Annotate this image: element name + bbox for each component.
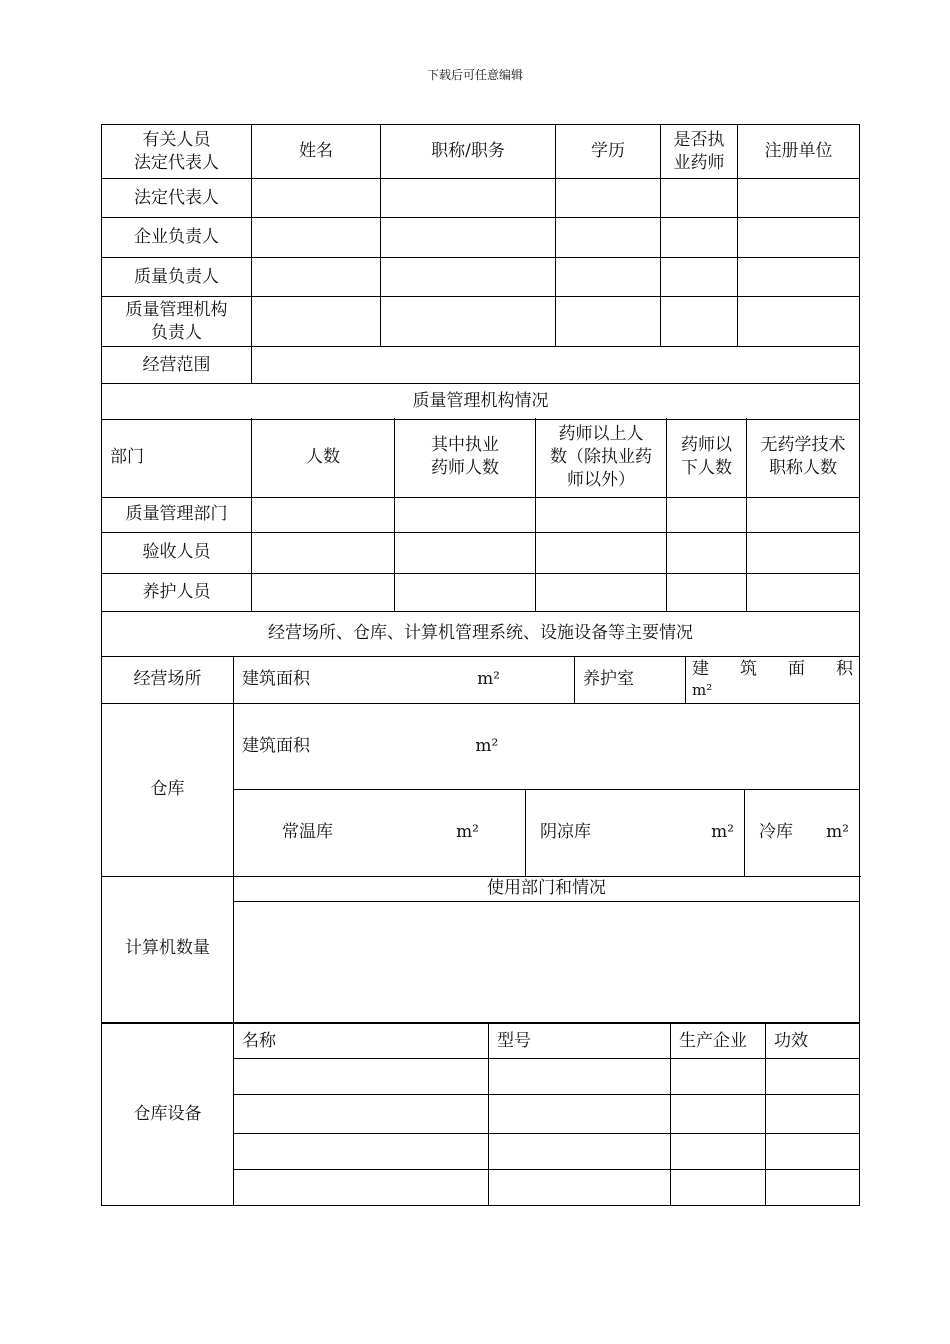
cell-empty[interactable] — [234, 1134, 489, 1170]
row-label: 企业负责人 — [102, 218, 252, 258]
usage-value[interactable] — [234, 901, 860, 1022]
facilities-title: 经营场所、仓库、计算机管理系统、设施设备等主要情况 — [102, 611, 860, 656]
header-title: 职称/职务 — [381, 125, 556, 179]
cell-empty[interactable] — [489, 1170, 671, 1206]
quality-org-title-row — [102, 384, 860, 420]
warehouse-area-row — [102, 703, 860, 789]
header-count: 人数 — [252, 418, 395, 497]
header-model: 型号 — [489, 1024, 671, 1059]
quality-org-title: 质量管理机构情况 — [102, 384, 860, 420]
cell-empty[interactable] — [556, 218, 661, 258]
header-licensed: 是否执 业药师 — [661, 125, 738, 179]
row-label: 验收人员 — [102, 532, 252, 573]
cell-empty[interactable] — [234, 1059, 489, 1095]
cell-empty[interactable] — [489, 1059, 671, 1095]
site-row — [102, 656, 860, 703]
cell-empty[interactable] — [738, 297, 860, 347]
cell-empty[interactable] — [395, 497, 536, 532]
cell-empty[interactable] — [556, 297, 661, 347]
quality-org-table — [101, 418, 860, 657]
cell-empty[interactable] — [234, 1095, 489, 1134]
warehouse-area[interactable] — [234, 703, 860, 789]
cell-empty[interactable] — [252, 573, 395, 611]
cell-empty[interactable] — [661, 179, 738, 218]
cool-warehouse[interactable]: 阴凉库 m² — [526, 790, 745, 876]
personnel-header-row — [102, 125, 860, 179]
cell-empty[interactable] — [667, 497, 747, 532]
cell-empty[interactable] — [556, 179, 661, 218]
header-no-title: 无药学技术 职称人数 — [747, 418, 860, 497]
warehouse-types — [234, 789, 860, 876]
area-label: 建筑面积 — [242, 735, 310, 756]
table-row — [102, 258, 860, 297]
cell-empty[interactable] — [252, 218, 381, 258]
header-manufacturer: 生产企业 — [671, 1024, 766, 1059]
header-registered-unit: 注册单位 — [738, 125, 860, 179]
cell-empty[interactable] — [671, 1059, 766, 1095]
equipment-header-row — [102, 1024, 860, 1059]
header-name: 姓名 — [252, 125, 381, 179]
maintenance-label: 养护室 — [575, 656, 686, 703]
header-equipment-name: 名称 — [234, 1024, 489, 1059]
cell-empty[interactable] — [766, 1095, 860, 1134]
table-row — [102, 297, 860, 347]
cell-empty[interactable] — [489, 1095, 671, 1134]
header-below-pharmacist: 药师以 下人数 — [667, 418, 747, 497]
site-area[interactable] — [234, 656, 575, 703]
normal-temp-warehouse[interactable]: 常温库 m² — [234, 790, 526, 876]
scope-row — [102, 347, 860, 384]
row-label: 质量负责人 — [102, 258, 252, 297]
cell-empty[interactable] — [381, 218, 556, 258]
cell-empty[interactable] — [766, 1059, 860, 1095]
unit-label: m² — [475, 735, 499, 756]
table-row — [102, 573, 860, 611]
header-note: 下载后可任意编辑 — [426, 68, 523, 82]
cell-empty[interactable] — [667, 532, 747, 573]
cell-empty[interactable] — [738, 218, 860, 258]
cell-empty[interactable] — [536, 532, 667, 573]
cell-empty[interactable] — [661, 218, 738, 258]
usage-header: 使用部门和情况 — [234, 876, 860, 901]
header-department: 部门 — [102, 418, 252, 497]
equipment-label: 仓库设备 — [102, 1024, 234, 1206]
cell-empty[interactable] — [252, 532, 395, 573]
computer-table — [101, 876, 860, 1023]
row-label: 养护人员 — [102, 573, 252, 611]
cell-empty[interactable] — [395, 573, 536, 611]
header-licensed-count: 其中执业 药师人数 — [395, 418, 536, 497]
cell-empty[interactable] — [766, 1134, 860, 1170]
header-related-person: 有关人员 法定代表人 — [102, 125, 252, 179]
row-label: 质量管理机构 负责人 — [102, 297, 252, 347]
cell-empty[interactable] — [395, 532, 536, 573]
header-above-pharmacist: 药师以上人 数（除执业药 师以外） — [536, 418, 667, 497]
cell-empty[interactable] — [667, 573, 747, 611]
cell-empty[interactable] — [536, 497, 667, 532]
equipment-table — [101, 1023, 860, 1206]
cell-empty[interactable] — [252, 179, 381, 218]
quality-header-row — [102, 418, 860, 497]
header-function: 功效 — [766, 1024, 860, 1059]
unit-label: m² — [692, 680, 713, 699]
cell-empty[interactable] — [661, 297, 738, 347]
cell-empty[interactable] — [556, 258, 661, 297]
table-row — [102, 218, 860, 258]
cell-empty[interactable] — [381, 258, 556, 297]
site-warehouse-table — [101, 656, 860, 877]
cell-empty[interactable] — [661, 258, 738, 297]
row-label: 质量管理部门 — [102, 497, 252, 532]
maintenance-area[interactable] — [686, 656, 860, 703]
maintenance-area-text: 建 筑 面 积 — [692, 659, 853, 680]
unit-label: m² — [477, 668, 500, 689]
personnel-table — [101, 124, 860, 420]
cell-empty[interactable] — [252, 497, 395, 532]
cell-empty[interactable] — [766, 1170, 860, 1206]
cell-empty[interactable] — [738, 179, 860, 218]
site-label: 经营场所 — [102, 656, 234, 703]
cell-empty[interactable] — [747, 573, 860, 611]
cell-empty[interactable] — [671, 1134, 766, 1170]
row-label: 法定代表人 — [102, 179, 252, 218]
cell-empty[interactable] — [252, 258, 381, 297]
cell-empty[interactable] — [738, 258, 860, 297]
cell-empty[interactable] — [381, 179, 556, 218]
table-row — [102, 179, 860, 218]
computer-count-label: 计算机数量 — [102, 876, 234, 1022]
cell-empty[interactable] — [671, 1095, 766, 1134]
area-label: 建筑面积 — [242, 668, 310, 689]
scope-value[interactable] — [252, 347, 860, 384]
cold-warehouse[interactable]: 冷库 m² — [759, 822, 849, 843]
header-education: 学历 — [556, 125, 661, 179]
cell-empty[interactable] — [747, 497, 860, 532]
cell-empty[interactable] — [252, 297, 381, 347]
cell-empty[interactable] — [381, 297, 556, 347]
cell-empty[interactable] — [489, 1134, 671, 1170]
cell-empty[interactable] — [747, 532, 860, 573]
cell-empty[interactable] — [536, 573, 667, 611]
table-row — [102, 497, 860, 532]
scope-label: 经营范围 — [102, 347, 252, 384]
cell-empty[interactable] — [671, 1170, 766, 1206]
table-row — [102, 532, 860, 573]
facilities-title-row — [102, 611, 860, 656]
computer-header-row — [102, 876, 860, 901]
cell-empty[interactable] — [234, 1170, 489, 1206]
warehouse-label: 仓库 — [102, 703, 234, 876]
